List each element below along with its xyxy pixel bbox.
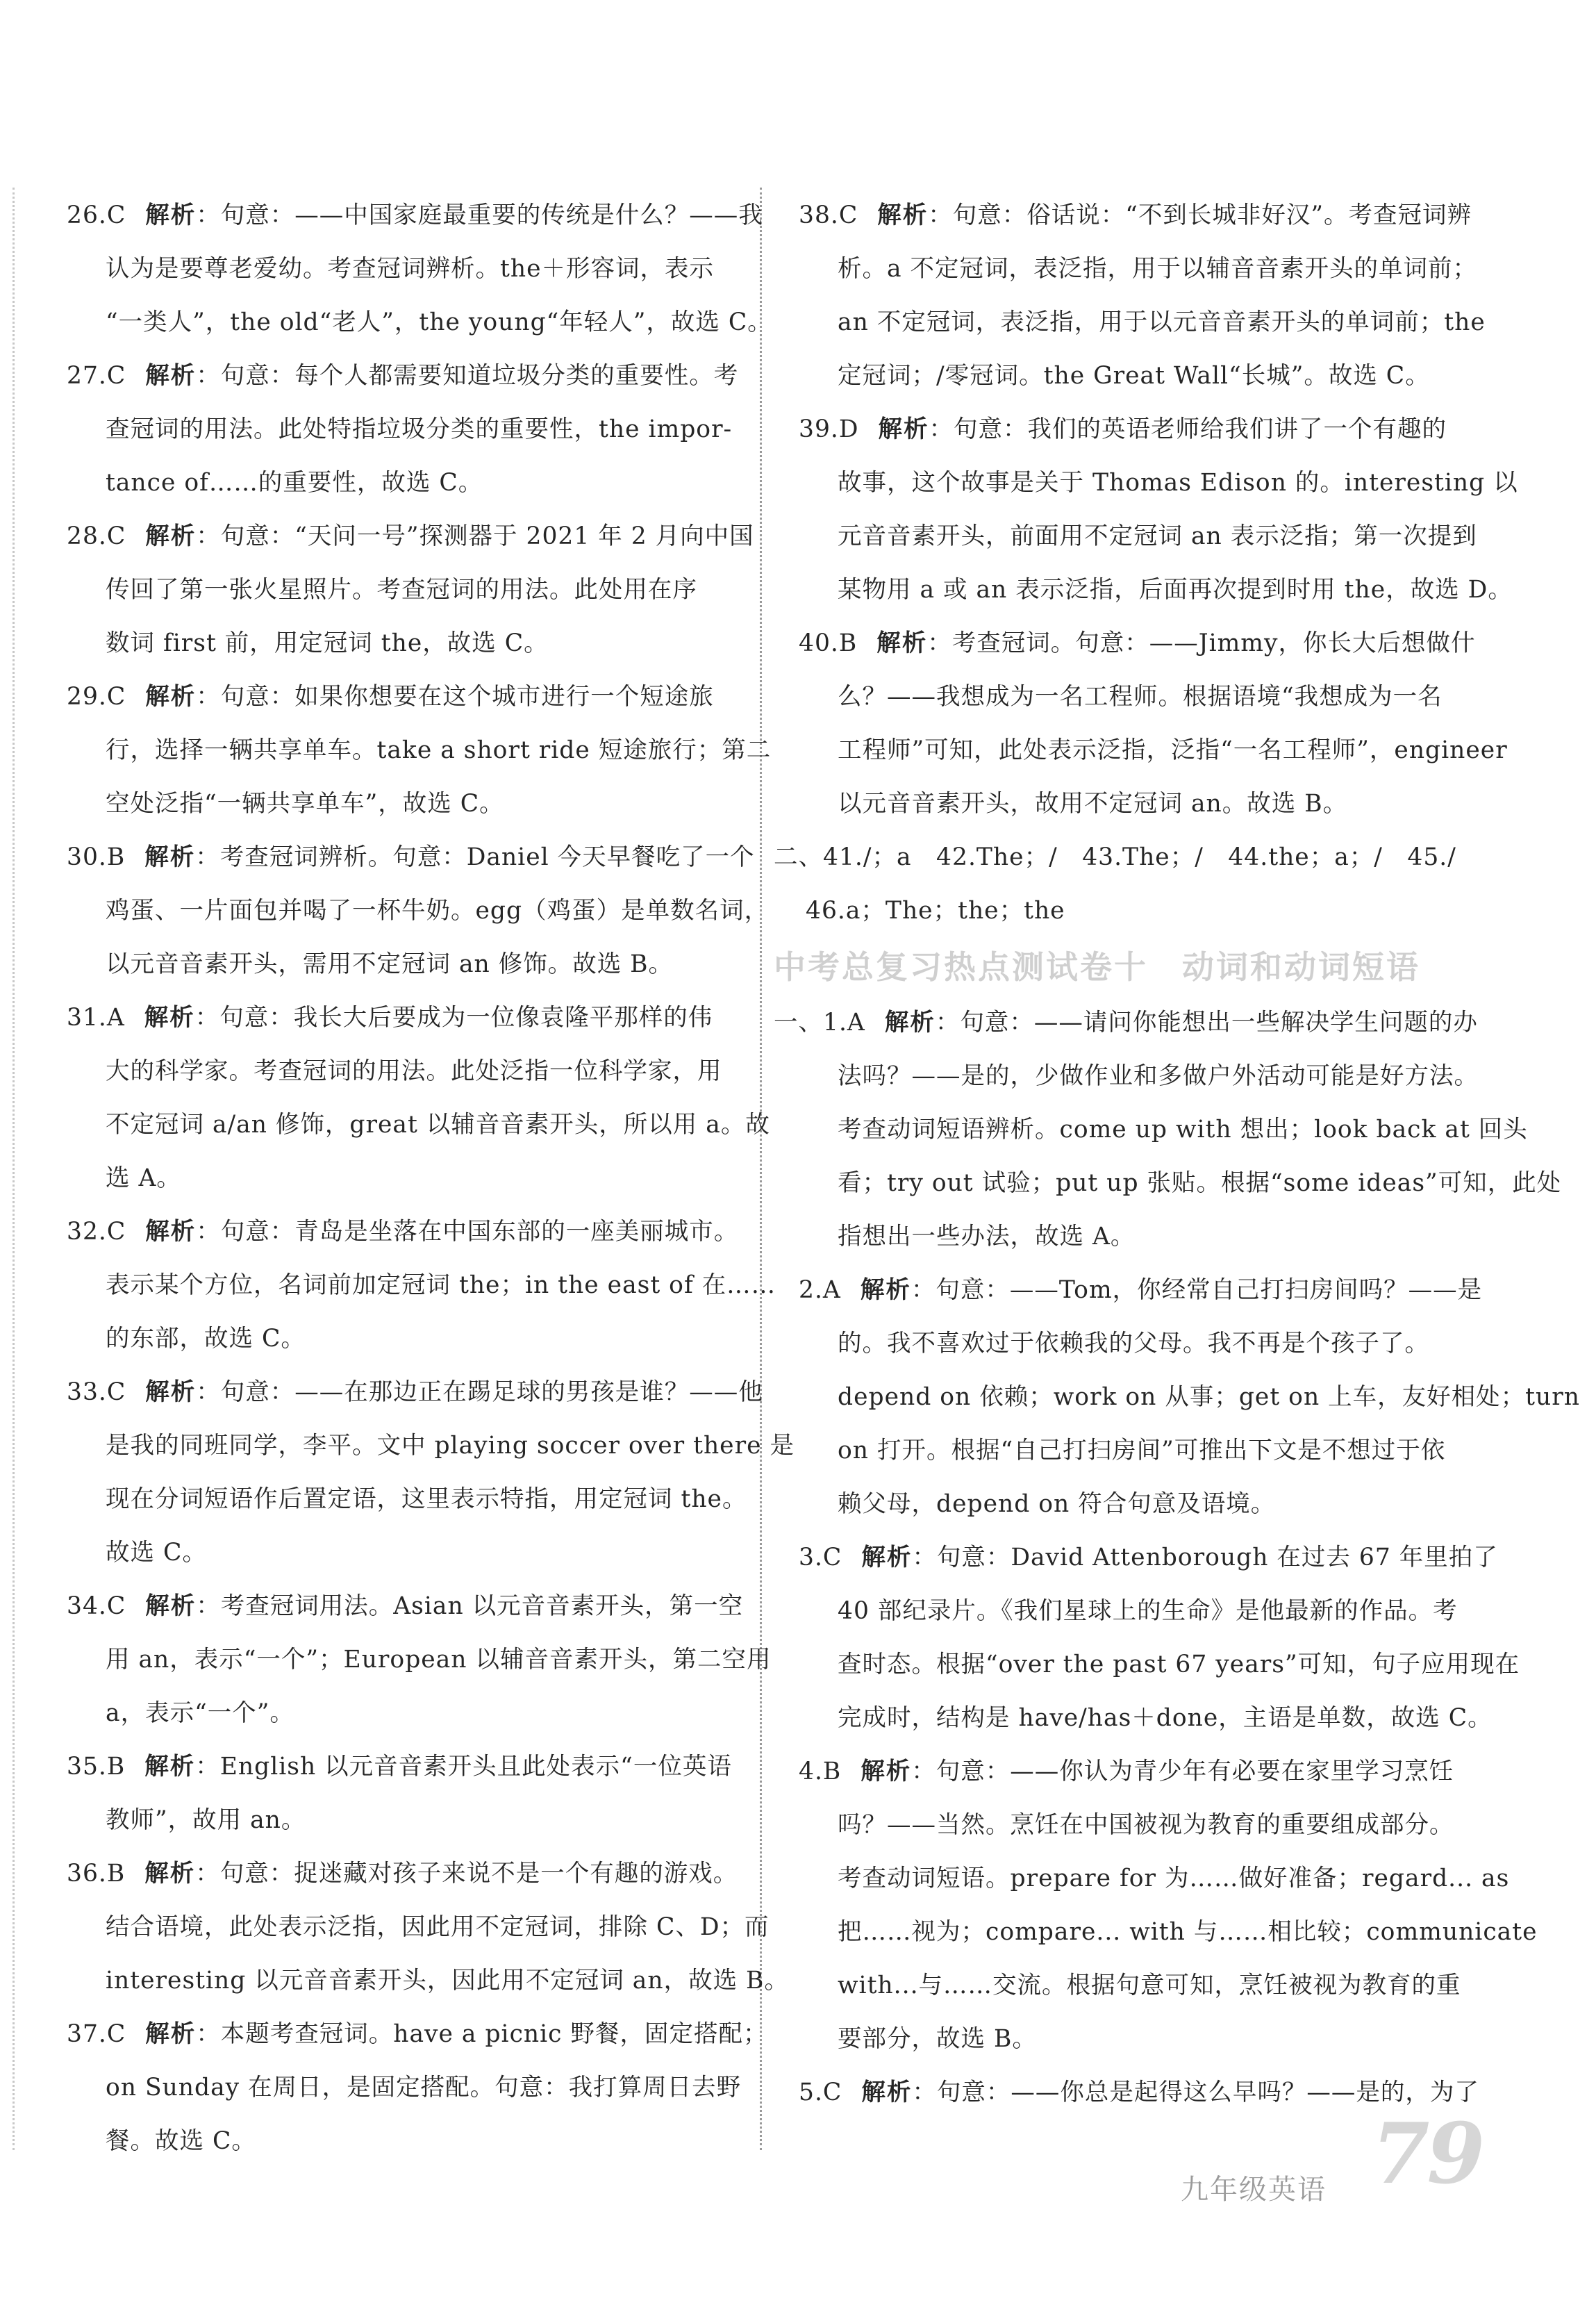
section-two-line-1: 二、41./；a 42.The；/ 43.The；/ 44.the；a；/ 45./	[774, 843, 1456, 871]
question-number: 33.C	[67, 1378, 126, 1406]
answer-item	[67, 1205, 776, 1366]
grade-label: 九年级英语	[1181, 2174, 1327, 2206]
answer-item	[67, 991, 770, 1205]
question-number: 26.C	[67, 201, 126, 229]
answer-item	[67, 1740, 732, 1847]
answer-text: ：句意：——Tom，你经常自己打扫房间吗？——是	[911, 1276, 1483, 1304]
analysis-label: 解析	[145, 1592, 197, 1620]
answer-first-line	[799, 403, 1465, 456]
answer-continued-line: 么？——我想成为一名工程师。根据语境“我想成为一名	[838, 683, 1443, 711]
column-divider	[760, 188, 762, 2150]
answer-continued-line: 表示某个方位，名词前加定冠词 the；in the east of 在……	[106, 1271, 776, 1299]
section-two-line-2: 46.a；The；the；the	[806, 897, 1065, 925]
answer-text: ：句意：俗话说：“不到长城非好汉”。考查冠词辨	[928, 201, 1472, 229]
analysis-label: 解析	[145, 1378, 197, 1406]
page-number: 79	[1372, 2105, 1482, 2203]
answer-item	[774, 996, 1562, 1264]
answer-first-line	[67, 1205, 739, 1259]
analysis-label: 解析	[144, 1753, 196, 1781]
answer-continued-line: 餐。故选 C。	[106, 2127, 256, 2155]
analysis-label: 解析	[145, 362, 197, 390]
answer-continued-line: 认为是要尊老爱幼。考查冠词辨析。the＋形容词，表示	[106, 255, 714, 283]
question-number: 3.C	[799, 1544, 842, 1571]
answer-text: ：考查冠词。句意：——Jimmy，你长大后想做什	[927, 629, 1476, 657]
answer-continued-line: 以元音音素开头，故用不定冠词 an。故选 B。	[838, 790, 1348, 818]
answer-item	[774, 1745, 1538, 2066]
answer-text: ：句意：——你总是起得这么早吗？——是的，为了	[912, 2079, 1479, 2106]
answer-first-line	[799, 189, 1472, 242]
question-number: 38.C	[799, 201, 858, 229]
question-number: 39.D	[799, 415, 859, 443]
answer-continued-line: 析。a 不定冠词，表泛指，用于以辅音音素开头的单词前；	[838, 255, 1478, 283]
left-column	[67, 189, 795, 2168]
answer-continued-line: a，表示“一个”。	[106, 1699, 294, 1727]
answer-continued-line: 40 部纪录片。《我们星球上的生命》是他最新的作品。考	[838, 1597, 1458, 1625]
answer-text: ：句意：捉迷藏对孩子来说不是一个有趣的游戏。	[195, 1860, 738, 1888]
answer-continued-line: with...与……交流。根据句意可知，烹饪被视为教育的重	[838, 1972, 1461, 1999]
answer-continued-line: 是我的同班同学，李平。文中 playing soccer over there 是	[106, 1432, 795, 1460]
question-number: 一、1.A	[774, 1009, 865, 1037]
question-number: 28.C	[67, 522, 126, 550]
analysis-label: 解析	[877, 201, 929, 229]
answer-continued-line: 工程师”可知，此处表示泛指，泛指“一名工程师”，engineer	[838, 736, 1508, 764]
answer-first-line	[67, 991, 726, 1045]
answer-text: ：句意：——请问你能想出一些解决学生问题的办	[935, 1009, 1478, 1037]
answer-text: ：本题考查冠词。have a picnic 野餐，固定搭配；	[196, 2020, 768, 2048]
analysis-label: 解析	[145, 2020, 197, 2048]
answer-text: ：句意：青岛是坐落在中国东部的一座美丽城市。	[196, 1218, 739, 1246]
answer-continued-line: depend on 依赖；work on 从事；get on 上车，友好相处；turn	[838, 1383, 1580, 1411]
answer-continued-line: 选 A。	[106, 1164, 181, 1192]
answer-text: ：English 以元音音素开头且此处表示“一位英语	[195, 1753, 732, 1781]
answer-continued-line: on 打开。根据“自己打扫房间”可推出下文是不想过于依	[838, 1437, 1446, 1464]
answer-continued-line: 结合语境，此处表示泛指，因此用不定冠词，排除 C、D；而	[106, 1913, 770, 1941]
answer-first-line	[774, 1531, 1498, 1585]
analysis-label: 解析	[861, 2079, 913, 2106]
analysis-label: 解析	[144, 1860, 196, 1888]
question-number: 40.B	[799, 629, 858, 657]
answer-item	[67, 349, 739, 510]
right-column	[774, 189, 1580, 2120]
answer-first-line	[67, 510, 754, 563]
answer-first-line	[67, 831, 755, 884]
answer-first-line	[67, 349, 739, 403]
answer-continued-line: 赖父母，depend on 符合句意及语境。	[838, 1490, 1276, 1518]
answer-continued-line: 完成时，结构是 have/has＋done，主语是单数，故选 C。	[838, 1704, 1493, 1732]
answer-text: ：句意：——在那边正在踢足球的男孩是谁？——他	[196, 1378, 763, 1406]
answer-item	[774, 1531, 1520, 1745]
answer-item	[67, 831, 770, 991]
answer-item	[774, 2066, 1479, 2120]
analysis-label: 解析	[144, 843, 196, 871]
section-one-answers	[774, 996, 1580, 2120]
analysis-label: 解析	[145, 201, 197, 229]
answer-first-line	[67, 1580, 744, 1633]
answer-text: ：句意：每个人都需要知道垃圾分类的重要性。考	[196, 362, 739, 390]
answer-text: ：句意：David Attenborough 在过去 67 年里拍了	[912, 1544, 1498, 1571]
answer-continued-line: 不定冠词 a/an 修饰，great 以辅音音素开头，所以用 a。故	[106, 1111, 770, 1139]
answer-first-line	[67, 1740, 732, 1794]
analysis-label: 解析	[145, 522, 197, 550]
question-number: 27.C	[67, 362, 126, 390]
answer-continued-line: 数词 first 前，用定冠词 the，故选 C。	[106, 629, 549, 657]
question-number: 2.A	[799, 1276, 841, 1304]
answer-first-line	[774, 996, 1478, 1050]
answer-first-line	[799, 617, 1476, 670]
answer-continued-line: 鸡蛋、一片面包并喝了一杯牛奶。egg（鸡蛋）是单数名词，	[106, 897, 770, 925]
answer-item	[67, 670, 772, 831]
answer-continued-line: 以元音音素开头，需用不定冠词 an 修饰。故选 B。	[106, 950, 674, 978]
answer-continued-line: tance of……的重要性，故选 C。	[106, 469, 483, 497]
answer-continued-line: 考查动词短语辨析。come up with 想出；look back at 回头	[838, 1116, 1528, 1143]
answer-continued-line: 考查动词短语。prepare for 为……做好准备；regard... as	[838, 1865, 1510, 1892]
answer-first-line	[774, 1264, 1483, 1317]
answer-text: ：句意：我们的英语老师给我们讲了一个有趣的	[929, 415, 1447, 443]
answer-first-line	[67, 189, 763, 242]
question-number: 5.C	[799, 2079, 842, 2106]
answer-text: ：句意：——你认为青少年有必要在家里学习烹饪	[911, 1758, 1454, 1785]
answer-item	[67, 2008, 768, 2168]
left-margin-rule	[13, 188, 15, 2150]
answer-item	[67, 1366, 795, 1580]
answer-continued-line: 的。我不喜欢过于依赖我的父母。我不再是个孩子了。	[838, 1330, 1429, 1357]
analysis-label: 解析	[144, 1004, 195, 1032]
answer-item	[799, 189, 1486, 403]
answer-continued-line: 指想出一些办法，故选 A。	[838, 1223, 1136, 1250]
analysis-label: 解析	[145, 1218, 197, 1246]
answer-continued-line: 定冠词；/零冠词。the Great Wall“长城”。故选 C。	[838, 362, 1430, 390]
answer-first-line	[774, 1745, 1465, 1799]
answer-text: ：考查冠词用法。Asian 以元音音素开头，第一空	[196, 1592, 744, 1620]
answer-continued-line: 大的科学家。考查冠词的用法。此处泛指一位科学家，用	[106, 1057, 722, 1085]
answer-text: ：考查冠词辨析。句意：Daniel 今天早餐吃了一个	[195, 843, 755, 871]
answer-item	[67, 1580, 772, 1740]
answer-text: ：句意：——中国家庭最重要的传统是什么？——我	[196, 201, 763, 229]
answer-continued-line: “一类人”，the old“老人”，the young“年轻人”，故选 C。	[106, 308, 772, 336]
answer-first-line	[67, 2008, 768, 2061]
answer-first-line	[774, 2066, 1479, 2120]
answer-continued-line: 法吗？——是的，少做作业和多做户外活动可能是好方法。	[838, 1062, 1479, 1090]
question-number: 32.C	[67, 1218, 126, 1246]
answer-continued-line: 元音音素开头，前面用不定冠词 an 表示泛指；第一次提到	[838, 522, 1477, 550]
answer-continued-line: 的东部，故选 C。	[106, 1325, 306, 1353]
answer-continued-line: 教师”，故用 an。	[106, 1806, 306, 1834]
answer-item	[799, 403, 1518, 617]
question-number: 37.C	[67, 2020, 126, 2048]
answer-continued-line: on Sunday 在周日，是固定搭配。句意：我打算周日去野	[106, 2074, 742, 2102]
answer-continued-line: 吗？——当然。烹饪在中国被视为教育的重要组成部分。	[838, 1811, 1454, 1839]
question-number: 31.A	[67, 1004, 125, 1032]
answer-text: ：句意：我长大后要成为一位像袁隆平那样的伟	[194, 1004, 713, 1032]
answer-continued-line: an 不定冠词，表泛指，用于以元音音素开头的单词前；the	[838, 308, 1486, 336]
answer-item	[799, 617, 1508, 831]
question-number: 30.B	[67, 843, 126, 871]
answer-first-line	[67, 670, 726, 724]
question-number: 4.B	[799, 1758, 842, 1785]
answer-item	[774, 1264, 1580, 1531]
section-heading: 中考总复习热点测试卷十 动词和动词短语	[774, 948, 1420, 986]
question-number: 34.C	[67, 1592, 126, 1620]
analysis-label: 解析	[878, 415, 929, 443]
answer-item	[67, 189, 772, 349]
answer-continued-line: 要部分，故选 B。	[838, 2025, 1037, 2053]
question-number: 35.B	[67, 1753, 126, 1781]
answer-text: ：句意：“天问一号”探测器于 2021 年 2 月向中国	[196, 522, 754, 550]
answer-first-line	[67, 1847, 738, 1901]
answer-continued-line: 看；try out 试验；put up 张贴。根据“some ideas”可知，此处	[838, 1169, 1562, 1197]
answer-item	[67, 510, 754, 670]
analysis-label: 解析	[861, 1544, 913, 1571]
answer-continued-line: 现在分词短语作后置定语，这里表示特指，用定冠词 the。	[106, 1485, 747, 1513]
answer-continued-line: 空处泛指“一辆共享单车”，故选 C。	[106, 790, 504, 818]
answer-continued-line: 查冠词的用法。此处特指垃圾分类的重要性，the impor-	[106, 415, 733, 443]
analysis-label: 解析	[876, 629, 928, 657]
answer-text: ：句意：如果你想要在这个城市进行一个短途旅	[196, 683, 714, 711]
answer-continued-line: interesting 以元音音素开头，因此用不定冠词 an，故选 B。	[106, 1967, 789, 1995]
answer-continued-line: 故选 C。	[106, 1539, 207, 1567]
analysis-label: 解析	[861, 1758, 912, 1785]
answer-item	[67, 1847, 789, 2008]
answer-continued-line: 把……视为；compare... with 与……相比较；communicate	[838, 1918, 1538, 1946]
analysis-label: 解析	[145, 683, 197, 711]
analysis-label: 解析	[860, 1276, 911, 1304]
answer-continued-line: 查时态。根据“over the past 67 years”可知，句子应用现在	[838, 1651, 1520, 1678]
analysis-label: 解析	[884, 1009, 936, 1037]
answer-continued-line: 行，选择一辆共享单车。take a short ride 短途旅行；第二	[106, 736, 772, 764]
answer-continued-line: 故事，这个故事是关于 Thomas Edison 的。interesting 以	[838, 469, 1518, 497]
question-number: 36.B	[67, 1860, 126, 1888]
question-number: 29.C	[67, 683, 126, 711]
answer-first-line	[67, 1366, 763, 1419]
answer-continued-line: 某物用 a 或 an 表示泛指，后面再次提到时用 the，故选 D。	[838, 576, 1513, 604]
answer-continued-line: 传回了第一张火星照片。考查冠词的用法。此处用在序	[106, 576, 697, 604]
answer-continued-line: 用 an，表示“一个”；European 以辅音音素开头，第二空用	[106, 1646, 772, 1674]
